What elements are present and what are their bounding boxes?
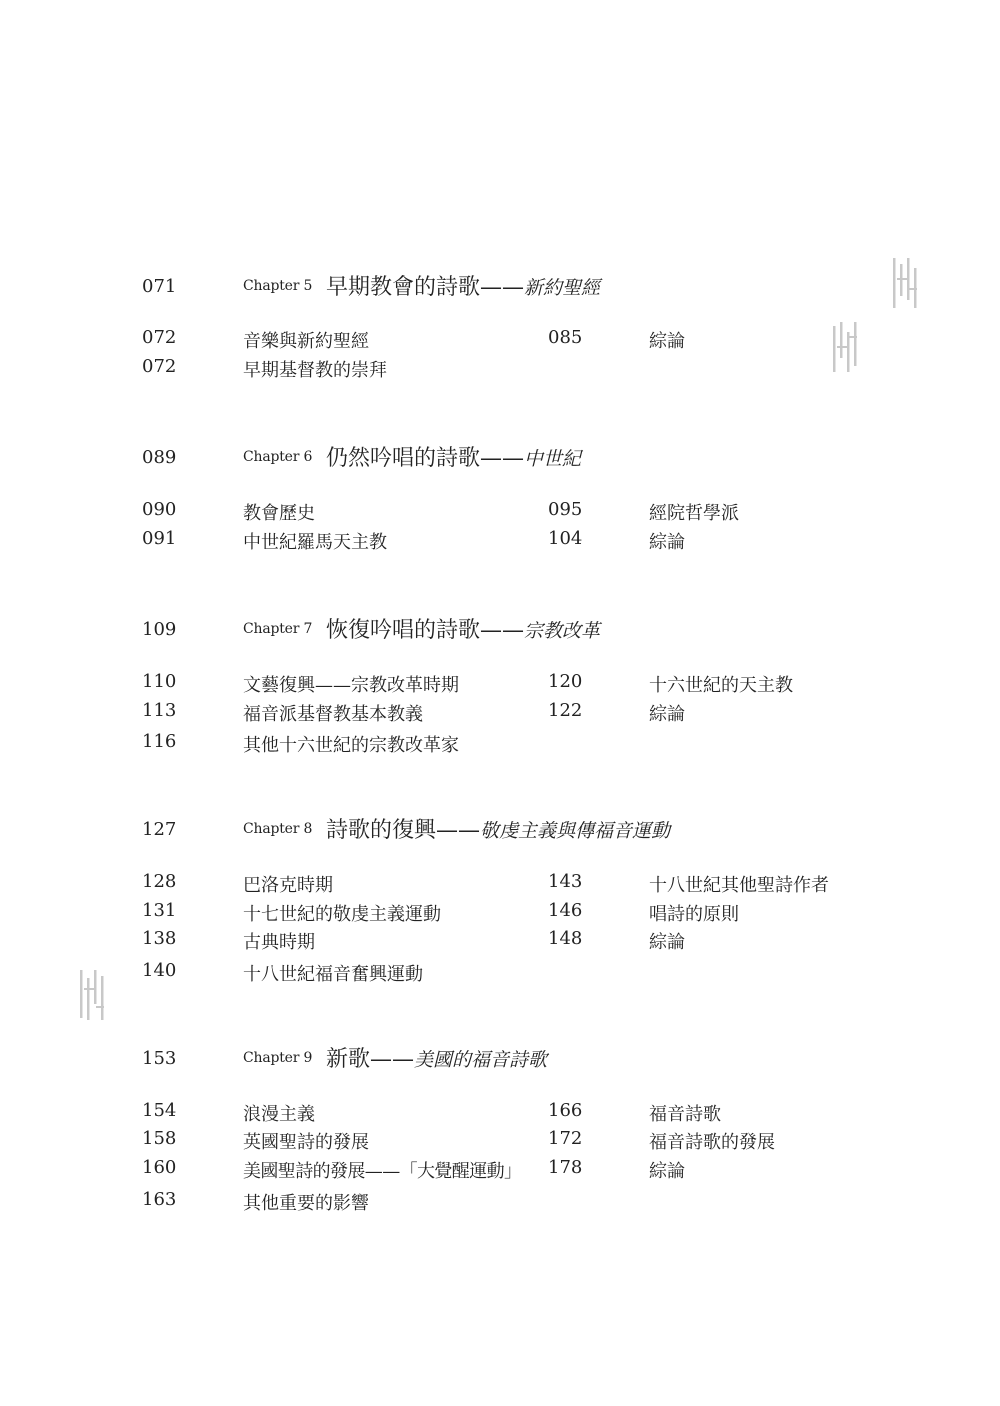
entry-page-number: 138 (142, 928, 177, 949)
entry-page-number: 131 (142, 900, 177, 921)
entry-title: 綜論 (649, 1161, 685, 1182)
chapter-page-number: 127 (142, 819, 177, 840)
entry-page-number: 085 (548, 327, 583, 348)
chapter-title: 仍然吟唱的詩歌——中世紀 (326, 446, 582, 471)
entry-title: 早期基督教的崇拜 (243, 360, 387, 381)
entry-title: 綜論 (649, 704, 685, 725)
entry-page-number: 172 (548, 1128, 583, 1149)
entry-page-number: 120 (548, 671, 583, 692)
chapter-title: 新歌——美國的福音詩歌 (326, 1047, 548, 1072)
entry-title: 音樂與新約聖經 (243, 331, 369, 352)
entry-title: 綜論 (649, 532, 685, 553)
chapter-title: 詩歌的復興——敬虔主義與傳福音運動 (326, 818, 671, 843)
entry-page-number: 178 (548, 1157, 583, 1178)
entry-title: 巴洛克時期 (243, 875, 333, 896)
entry-page-number: 154 (142, 1100, 177, 1121)
entry-title: 中世紀羅馬天主教 (243, 532, 387, 553)
entry-page-number: 110 (142, 671, 177, 692)
chapter-heading-9[interactable] (0, 1042, 1000, 1072)
bar-ornament-icon (893, 258, 919, 308)
chapter-heading-5[interactable] (0, 270, 1000, 300)
chapter-page-number: 071 (142, 276, 177, 297)
entry-title: 英國聖詩的發展 (243, 1132, 369, 1153)
entry-title: 美國聖詩的發展——「大覺醒運動」 (243, 1161, 522, 1182)
entry-page-number: 122 (548, 700, 583, 721)
entry-page-number: 113 (142, 700, 177, 721)
chapter-title: 早期教會的詩歌——新約聖經 (326, 275, 601, 300)
entry-title: 經院哲學派 (649, 503, 739, 524)
entry-page-number: 160 (142, 1157, 177, 1178)
chapter-page-number: 109 (142, 619, 177, 640)
entry-page-number: 072 (142, 327, 177, 348)
entry-title: 教會歷史 (243, 503, 315, 524)
chapter-subtitle: 美國的福音詩歌 (414, 1049, 548, 1071)
chapter-label: Chapter 8 (243, 821, 313, 837)
entry-title: 十八世紀福音奮興運動 (243, 964, 423, 985)
entry-page-number: 158 (142, 1128, 177, 1149)
chapter-subtitle: 中世紀 (524, 448, 582, 470)
bar-ornament-icon (80, 970, 106, 1020)
chapter-page-number: 089 (142, 447, 177, 468)
entry-title: 十七世紀的敬虔主義運動 (243, 904, 441, 925)
entry-page-number: 128 (142, 871, 177, 892)
bar-ornament-icon (833, 322, 859, 372)
entry-page-number: 143 (548, 871, 583, 892)
entry-title: 福音派基督教基本教義 (243, 704, 423, 725)
chapter-page-number: 153 (142, 1048, 177, 1069)
entry-title: 綜論 (649, 932, 685, 953)
entry-title: 綜論 (649, 331, 685, 352)
chapter-subtitle: 新約聖經 (524, 277, 601, 299)
entry-title: 唱詩的原則 (649, 904, 739, 925)
entry-page-number: 140 (142, 960, 177, 981)
entry-page-number: 163 (142, 1189, 177, 1210)
chapter-label: Chapter 9 (243, 1050, 313, 1066)
chapter-label: Chapter 7 (243, 621, 313, 637)
chapter-subtitle: 宗教改革 (524, 620, 601, 642)
entry-title: 福音詩歌的發展 (649, 1132, 775, 1153)
entry-page-number: 091 (142, 528, 177, 549)
entry-title: 福音詩歌 (649, 1104, 721, 1125)
entry-title: 古典時期 (243, 932, 315, 953)
entry-title: 其他十六世紀的宗教改革家 (243, 735, 459, 756)
entry-title: 十八世紀其他聖詩作者 (649, 875, 829, 896)
chapter-title: 恢復吟唱的詩歌——宗教改革 (326, 618, 601, 643)
entry-title: 浪漫主義 (243, 1104, 315, 1125)
entry-page-number: 116 (142, 731, 177, 752)
entry-page-number: 148 (548, 928, 583, 949)
entry-title: 十六世紀的天主教 (649, 675, 793, 696)
chapter-heading-6[interactable] (0, 441, 1000, 471)
chapter-subtitle: 敬虔主義與傳福音運動 (480, 820, 671, 842)
entry-page-number: 095 (548, 499, 583, 520)
chapter-heading-7[interactable] (0, 613, 1000, 643)
entry-title: 其他重要的影響 (243, 1193, 369, 1214)
chapter-label: Chapter 5 (243, 278, 313, 294)
entry-page-number: 072 (142, 356, 177, 377)
entry-title: 文藝復興——宗教改革時期 (243, 675, 459, 696)
chapter-heading-8[interactable] (0, 813, 1000, 843)
entry-page-number: 090 (142, 499, 177, 520)
entry-page-number: 166 (548, 1100, 583, 1121)
entry-page-number: 146 (548, 900, 583, 921)
entry-page-number: 104 (548, 528, 583, 549)
chapter-label: Chapter 6 (243, 449, 313, 465)
